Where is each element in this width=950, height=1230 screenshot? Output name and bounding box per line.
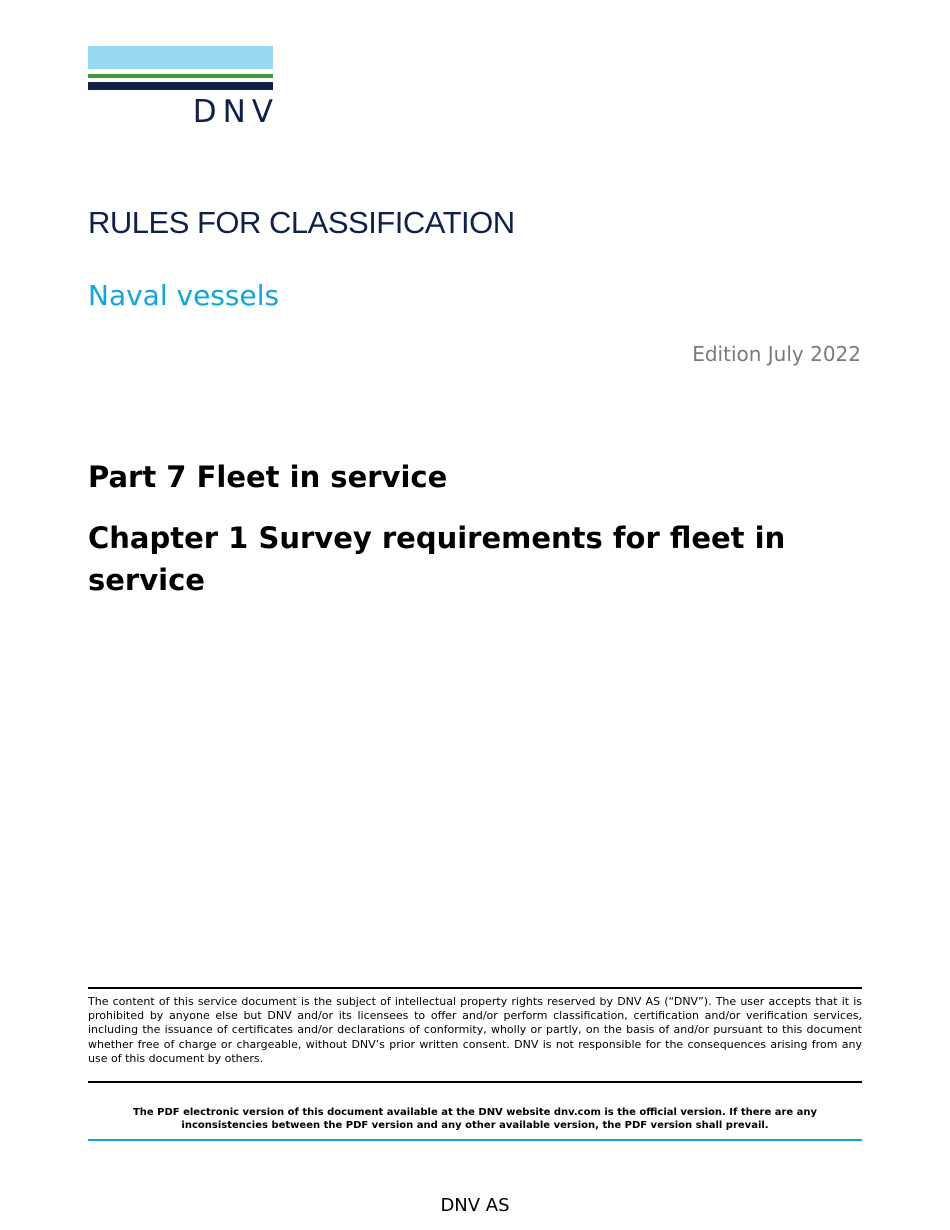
official-version-note: The PDF electronic version of this document available at the DNV website dnv.com is the official version. If there are any inconsistencies between the PDF version and any other available version, the PDF version shall prevail. <box>132 1107 818 1131</box>
logo-navy-band <box>88 82 273 90</box>
document-type: RULES FOR CLASSIFICATION <box>88 205 515 240</box>
publisher-name: DNV AS <box>440 1195 510 1216</box>
logo-green-band <box>88 74 273 78</box>
logo-light-blue-band <box>88 46 273 69</box>
dnv-logo <box>88 46 279 130</box>
chapter-title: Chapter 1 Survey requirements for fleet in service <box>88 521 786 597</box>
document-title: Naval vessels <box>88 279 280 312</box>
copyright-disclaimer: The content of this service document is the subject of intellectual property rights reserved by DNV AS (“DNV”). The user accepts that it is prohibited by anyone else but DNV and/or its licensees to offer and/or perform classification, certification and/or verification services, including the issuance of certificates and/or declarations of conformity, wholly or partly, on the basis of and/or pursuant to this document whether free of charge or chargeable, without DNV’s prior written consent. DNV is not responsible for the consequences arising from any use of this document by others. <box>88 995 862 1065</box>
official-note-divider <box>88 1139 862 1141</box>
disclaimer-bottom-divider <box>88 1081 862 1083</box>
logo-wordmark: DNV <box>192 94 279 130</box>
edition-date: Edition July 2022 <box>692 342 861 366</box>
disclaimer-top-divider <box>88 987 862 989</box>
part-title: Part 7 Fleet in service <box>88 460 448 494</box>
